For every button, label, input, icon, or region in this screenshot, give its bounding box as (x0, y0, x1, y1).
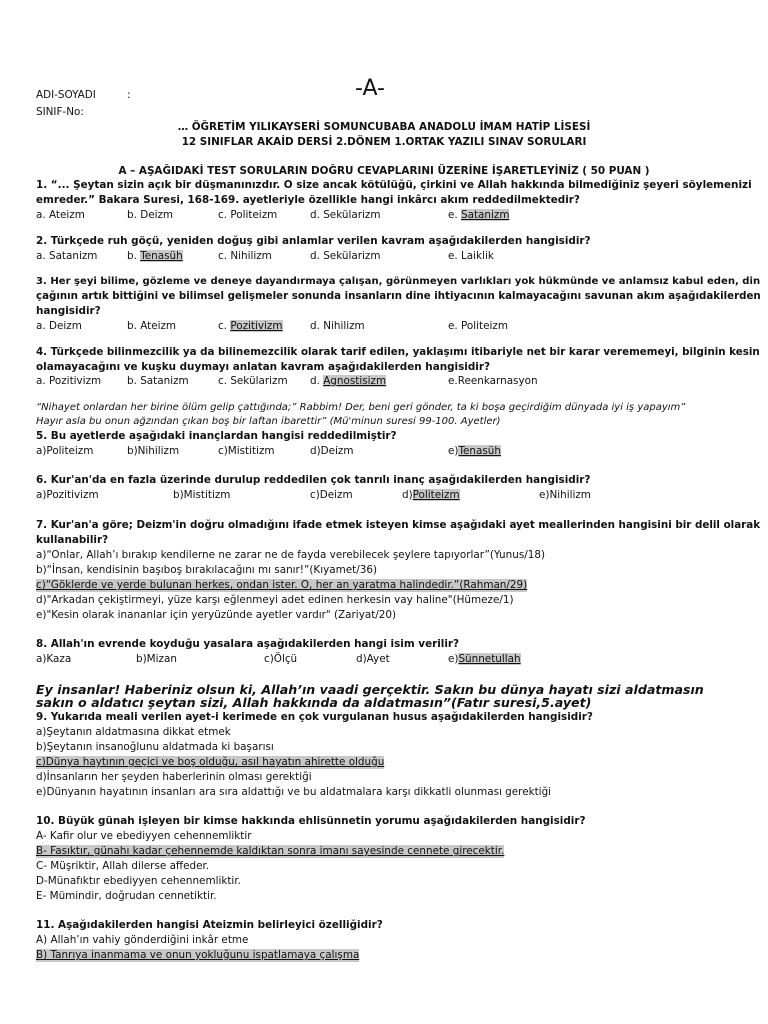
q4-stem-line2: olamayacağını ve kuşku duymayı anlatan kavram aşağıdakilerden hangisidir? (36, 361, 491, 373)
q8-option-d[interactable]: d)Ayet (356, 653, 390, 665)
q1-option-d[interactable]: d. Sekülarizm (310, 209, 381, 221)
q10-stem: 10. Büyük günah işleyen bir kimse hakkında ehlisünnetin yorumu aşağıdakilerden hangisidir? (36, 815, 586, 827)
q9-option-b[interactable]: b)Şeytanın insanoğlunu aldatmada ki başarısı (36, 741, 274, 753)
q11-option-a[interactable]: A) Allah’ın vahiy gönderdiğini inkâr etme (36, 934, 249, 946)
q1-option-e[interactable] (448, 209, 509, 222)
section-title: A – AŞAĞIDAKİ TEST SORULARIN DOĞRU CEVAPLARINI ÜZERİNE İŞARETLEYİNİZ ( 50 PUAN ) (118, 165, 650, 177)
q9-option-d[interactable]: d)İnsanların her şeyden haberlerinin olması gerektiği (36, 771, 312, 783)
q2-option-e[interactable]: e. Laiklik (448, 250, 494, 262)
q6-stem: 6. Kur'an'da en fazla üzerinde durulup reddedilen çok tanrılı inanç aşağıdakilerden hangisidir? (36, 474, 591, 486)
name-label: ADI-SOYADI (36, 89, 96, 101)
q8-option-e-prefix: e) (448, 653, 459, 665)
verse2-line2: sakın o aldatıcı şeytan sizi, Allah hakkında da aldatmasın”(Fatır suresi,5.ayet) (36, 695, 592, 710)
exam-variant: -A- (355, 76, 385, 101)
q2-option-b-prefix: b. (127, 250, 141, 262)
q4-option-a[interactable]: a. Pozitivizm (36, 375, 102, 387)
q4-option-d-prefix: d. (310, 375, 324, 387)
q10-option-e[interactable]: E- Mümindir, doğrudan cennetiktir. (36, 890, 217, 902)
q7-option-b[interactable]: b)“İnsan, kendisinin başıboş bırakılacağını mı sanır!”(Kıyamet/36) (36, 564, 377, 576)
q10-option-c[interactable]: C- Müşriktir, Allah dilerse affeder. (36, 860, 210, 872)
q6-option-d-answer: Politeizm (412, 489, 460, 501)
q5-option-b[interactable]: b)Nihilizm (127, 445, 180, 457)
q8-option-a[interactable]: a)Kaza (36, 653, 72, 665)
q1-stem-line2: emreder.” Bakara Suresi, 168-169. ayetleriyle özellikle hangi inkârcı akım reddedilmektedir? (36, 194, 580, 206)
q1-option-c[interactable]: c. Politeizm (218, 209, 278, 221)
q3-option-c-prefix: c. (218, 320, 231, 332)
q3-stem-line3: hangisidir? (36, 305, 101, 317)
q8-option-e[interactable] (448, 653, 521, 666)
q3-option-c-answer: Pozitivizm (230, 320, 283, 332)
q7-option-c[interactable]: c)“Göklerde ve yerde bulunan herkes, ondan ister. O, her an yaratma halindedir.”(Rahman/29) (36, 579, 528, 591)
q1-option-b[interactable]: b. Deizm (127, 209, 174, 221)
q6-option-e[interactable]: e)Nihilizm (539, 489, 591, 501)
class-label: SINIF-No: (36, 106, 84, 118)
verse1-line1: “Nihayet onlardan her birine ölüm gelip çattığında;” Rabbim! Der, beni geri gönder, ta ki boşa geçirdiğim dünyada iyi iş yapayım” (36, 402, 686, 413)
q2-option-c[interactable]: c. Nihilizm (218, 250, 272, 262)
q4-option-d[interactable] (310, 375, 386, 388)
q8-option-c[interactable]: c)Ölçü (264, 653, 298, 665)
verse1-line2: Hayır asla bu onun ağzından çıkan boş bir laftan ibarettir” (Mü'minun suresi 99-100. Ayetler) (36, 416, 501, 427)
q1-option-e-answer: Satanizm (461, 209, 510, 221)
q11-option-b[interactable]: B) Tanrıya inanmama ve onun yokluğunu ispatlamaya çalışma (36, 949, 360, 961)
q4-option-c[interactable]: c. Sekülarizm (218, 375, 288, 387)
q8-option-e-answer: Sünnetullah (458, 653, 521, 665)
q8-option-b[interactable]: b)Mizan (136, 653, 177, 665)
q4-option-b[interactable]: b. Satanizm (127, 375, 189, 387)
q1-option-e-prefix: e. (448, 209, 461, 221)
q7-option-a[interactable]: a)“Onlar, Allah’ı bırakıp kendilerne ne zarar ne de fayda verebilecek şeylere tapıyorlar”(Yunus/18) (36, 549, 546, 561)
q7-stem-line1: 7. Kur'an'a göre; Deizm'in doğru olmadığını ifade etmek isteyen kimse aşağıdaki ayet meallerinden hangisini bir delil olarak (36, 519, 761, 531)
q8-stem: 8. Allah'ın evrende koyduğu yasalara aşağıdakilerden hangi isim verilir? (36, 638, 460, 650)
q2-option-a[interactable]: a. Satanizm (36, 250, 98, 262)
exam-title: 12 SINIFLAR AKAİD DERSİ 2.DÖNEM 1.ORTAK YAZILI SINAV SORULARI (181, 136, 587, 148)
q6-option-b[interactable]: b)Mistitizm (173, 489, 231, 501)
q10-option-a[interactable]: A- Kafir olur ve ebediyyen cehennemliktir (36, 830, 252, 842)
q7-stem-line2: kullanabilir? (36, 534, 109, 546)
q6-option-d-prefix: d) (402, 489, 413, 501)
q1-option-a[interactable]: a. Ateizm (36, 209, 85, 221)
q2-option-b-answer: Tenasüh (140, 250, 183, 262)
q5-option-e-prefix: e) (448, 445, 459, 457)
q5-option-c[interactable]: c)Mistitizm (218, 445, 275, 457)
verse2-line1: Ey insanlar! Haberiniz olsun ki, Allah’ın vaadi gerçektir. Sakın bu dünya hayatı sizi aldatmasın (36, 682, 704, 697)
q5-stem: 5. Bu ayetlerde aşağıdaki inançlardan hangisi reddedilmiştir? (36, 430, 397, 442)
q11-stem: 11. Aşağıdakilerden hangisi Ateizmin belirleyici özelliğidir? (36, 919, 383, 931)
q3-stem-line2: çağının artık bittiğini ve bilimsel gelişmeler sonunda insanların dine ihtiyacının kalmayacağını savunan akım aşağıdakilerden (36, 290, 761, 302)
q1-stem-line1: 1. “... Şeytan sizin açık bir düşmanınızdır. O size ancak kötülüğü, çirkini ve Allah hakkında bilmediğiniz şeyeri söylemenizi (36, 179, 752, 191)
q2-stem: 2. Türkçede ruh göçü, yeniden doğuş gibi anlamlar verilen kavram aşağıdakilerden hangisidir? (36, 235, 591, 247)
q10-option-b[interactable]: B- Fasıktır, günahı kadar çehennemde kaldıktan sonra imanı sayesinde cennete girecektir. (36, 845, 505, 857)
name-colon: : (127, 89, 131, 101)
q2-option-d[interactable]: d. Sekülarizm (310, 250, 381, 262)
q4-option-d-answer: Agnostisizm (323, 375, 387, 387)
q4-stem-line1: 4. Türkçede bilinmezcilik ya da bilinemezcilik olarak tarif edilen, yaklaşımı itibariyle net bir karar verememeyi, bilginin kesin (36, 346, 760, 358)
q7-option-d[interactable]: d)"Arkadan çekiştirmeyi, yüze karşı eğlenmeyi adet edinen herkesin vay haline"(Hümeze/1) (36, 594, 514, 606)
q5-option-e[interactable] (448, 445, 501, 458)
q3-option-a[interactable]: a. Deizm (36, 320, 82, 332)
q3-option-b[interactable]: b. Ateizm (127, 320, 177, 332)
q3-stem-line1: 3. Her şeyi bilime, gözleme ve deneye dayandırmaya çalışan, görünmeyen varlıkları yok hükmünde ve anlamsız kabul eden, din (36, 276, 761, 287)
q7-option-e[interactable]: e)"Kesin olarak inananlar için yeryüzünde ayetler vardır" (Zariyat/20) (36, 609, 397, 621)
q3-option-e[interactable]: e. Politeizm (448, 320, 508, 332)
q5-option-a[interactable]: a)Politeizm (36, 445, 94, 457)
q2-option-b[interactable] (127, 250, 183, 263)
q3-option-d[interactable]: d. Nihilizm (310, 320, 365, 332)
q6-option-d[interactable] (402, 489, 460, 502)
q5-option-d[interactable]: d)Deizm (310, 445, 354, 457)
q6-option-a[interactable]: a)Pozitivizm (36, 489, 99, 501)
q5-option-e-answer: Tenasüh (458, 445, 501, 457)
school-title: … ÖĞRETİM YILIKAYSERİ SOMUNCUBABA ANADOLU İMAM HATİP LİSESİ (177, 121, 591, 133)
q3-option-c[interactable] (218, 320, 283, 333)
q10-option-d[interactable]: D-Münafıktır ebediyyen cehennemliktir. (36, 875, 241, 887)
q9-option-c[interactable]: c)Dünya haytının geçici ve boş olduğu, asıl hayatın ahirette olduğu (36, 756, 385, 768)
q9-option-e[interactable]: e)Dünyanın hayatının insanları ara sıra aldattığı ve bu aldatmalara karşı dikkatli olunması gerektiği (36, 786, 552, 798)
q4-option-e[interactable]: e.Reenkarnasyon (448, 375, 538, 387)
q9-stem: 9. Yukarıda meali verilen ayet-i kerimede en çok vurgulanan husus aşağıdakilerden hangisidir? (36, 711, 593, 723)
q9-option-a[interactable]: a)Şeytanın aldatmasına dikkat etmek (36, 726, 231, 738)
q6-option-c[interactable]: c)Deizm (310, 489, 353, 501)
